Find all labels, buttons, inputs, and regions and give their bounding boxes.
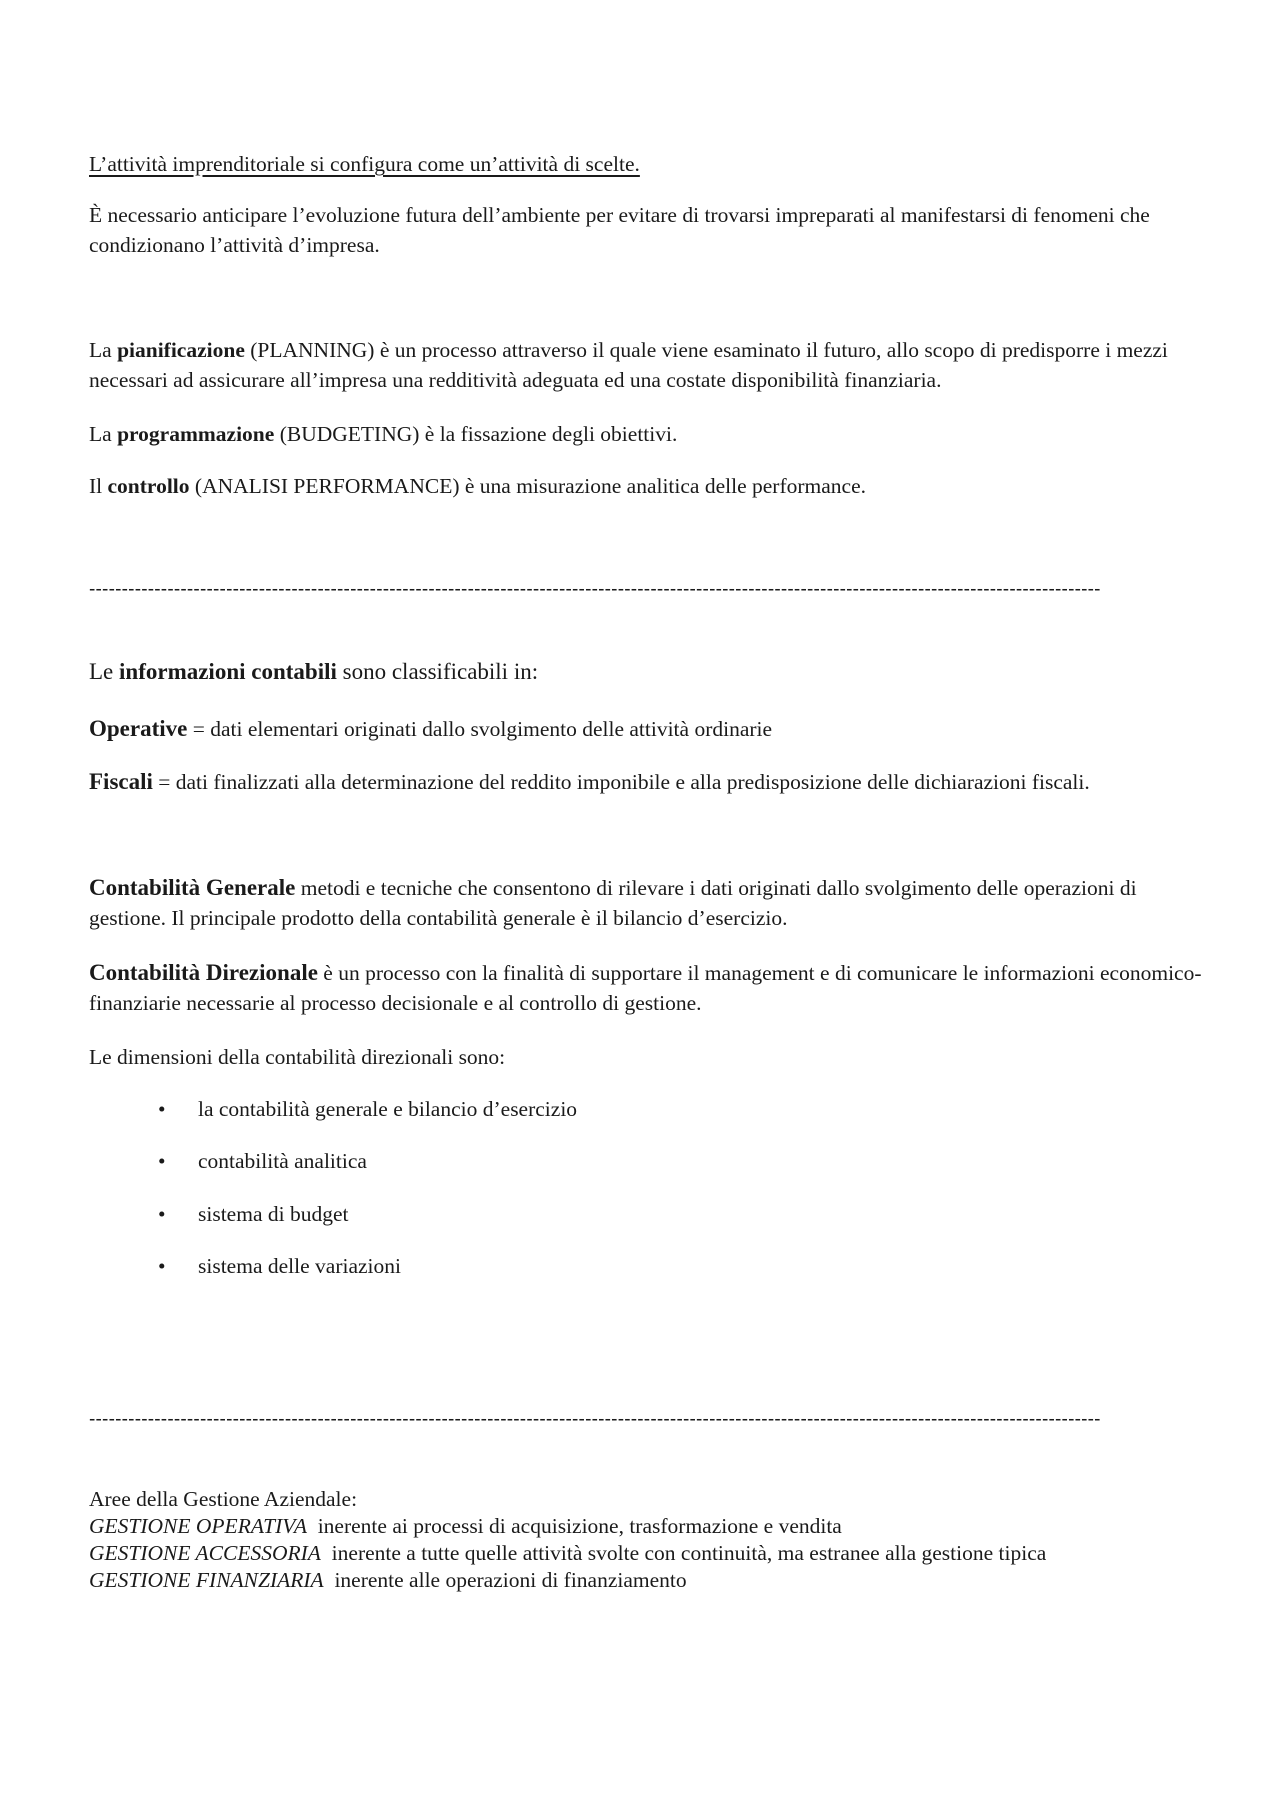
- area-name: GESTIONE ACCESSORIA: [89, 1541, 321, 1565]
- informazioni-paragraph: Le informazioni contabili sono classificabili in:: [89, 659, 539, 684]
- operative-paragraph: Operative = dati elementari originati dallo svolgimento delle attività ordinarie: [89, 716, 773, 741]
- contabilita-direzionale-paragraph: Contabilità Direzionale è un processo con la finalità di supportare il management e di comunicare le informazioni economico-finanziarie necessarie al processo decisionale e al controllo di gestione.: [89, 960, 1202, 1015]
- area-desc: inerente alle operazioni di finanziamento: [323, 1568, 687, 1592]
- separator-line: -----------------------------------------------------------------------------------------------------------------------------------------------------------: [89, 579, 1101, 600]
- operative-term: Operative: [89, 716, 188, 741]
- list-item-text: sistema delle variazioni: [198, 1254, 401, 1278]
- fiscali-term: Fiscali: [89, 769, 153, 794]
- area-item: [89, 1567, 1209, 1594]
- intro-title: L’attività imprenditoriale si configura come un’attività di scelte.: [89, 152, 640, 176]
- list-item-text: contabilità analitica: [198, 1149, 367, 1173]
- area-name: GESTIONE FINANZIARIA: [89, 1568, 324, 1592]
- area-desc: inerente ai processi di acquisizione, trasformazione e vendita: [306, 1514, 842, 1538]
- contabilita-generale-paragraph: Contabilità Generale metodi e tecniche che consentono di rilevare i dati originati dallo svolgimento delle operazioni di gestione. Il principale prodotto della contabilità generale è il bilancio d’esercizio.: [89, 875, 1137, 930]
- programmazione-paragraph: La programmazione (BUDGETING) è la fissazione degli obiettivi.: [89, 422, 678, 446]
- bullet-icon: •: [158, 1254, 166, 1278]
- list-item-text: la contabilità generale e bilancio d’esercizio: [198, 1097, 578, 1121]
- pianificazione-paragraph: La pianificazione (PLANNING) è un processo attraverso il quale viene esaminato il futuro, allo scopo di predisporre i mezzi necessari ad assicurare all’impresa una redditività adeguata ed una costate disponibilità finanziaria.: [89, 338, 1168, 392]
- separator-line: -----------------------------------------------------------------------------------------------------------------------------------------------------------: [89, 1409, 1101, 1430]
- dimensioni-intro: Le dimensioni della contabilità direzionali sono:: [89, 1045, 506, 1069]
- intro-paragraph: È necessario anticipare l’evoluzione futura dell’ambiente per evitare di trovarsi impreparati al manifestarsi di fenomeni che condizionano l’attività d’impresa.: [89, 203, 1150, 257]
- area-desc: inerente a tutte quelle attività svolte con continuità, ma estranee alla gestione tipica: [320, 1541, 1047, 1565]
- bullet-icon: •: [158, 1097, 166, 1121]
- controllo-term: controllo: [107, 474, 190, 498]
- bullet-icon: •: [158, 1149, 166, 1173]
- bullet-icon: •: [158, 1202, 166, 1226]
- programmazione-term: programmazione: [117, 422, 275, 446]
- aree-title: Aree della Gestione Aziendale:: [89, 1487, 358, 1511]
- aree-gestione: [89, 1486, 1209, 1594]
- pianificazione-term: pianificazione: [117, 338, 245, 362]
- area-name: GESTIONE OPERATIVA: [89, 1514, 307, 1538]
- contabilita-generale-term: Contabilità Generale: [89, 875, 296, 900]
- fiscali-paragraph: Fiscali = dati finalizzati alla determinazione del reddito imponibile e alla predisposizione delle dichiarazioni fiscali.: [89, 769, 1090, 794]
- controllo-paragraph: Il controllo (ANALISI PERFORMANCE) è una misurazione analitica delle performance.: [89, 474, 866, 498]
- contabilita-direzionale-term: Contabilità Direzionale: [89, 960, 318, 985]
- informazioni-term: informazioni contabili: [119, 659, 337, 684]
- area-item: [89, 1513, 1209, 1540]
- area-item: [89, 1540, 1209, 1567]
- list-item-text: sistema di budget: [198, 1202, 349, 1226]
